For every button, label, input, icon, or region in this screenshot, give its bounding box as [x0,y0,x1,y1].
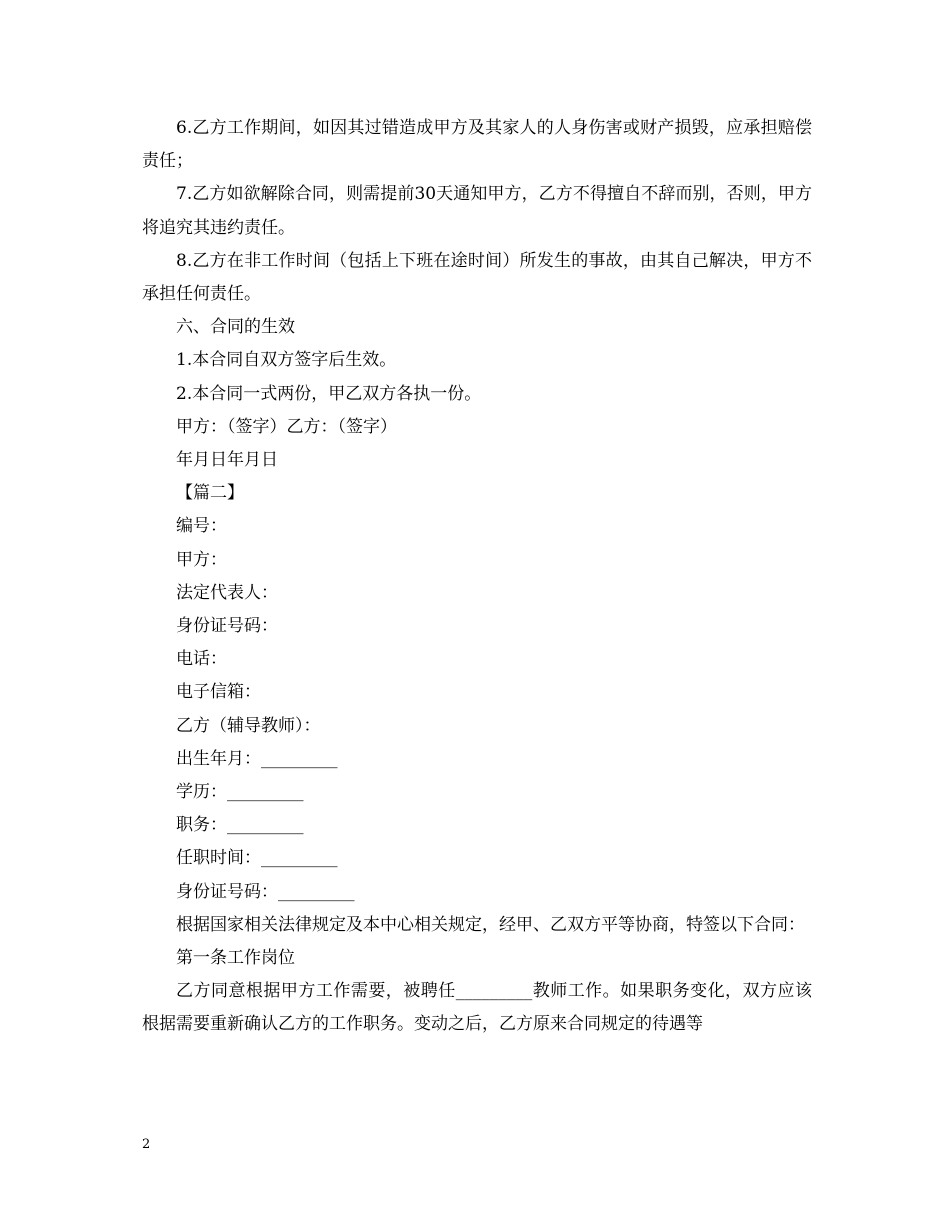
field-label: 甲方： [176,549,227,570]
section-heading: 第一条工作岗位 [176,948,295,969]
field-blank: 出生年月：_________ [176,748,338,769]
paragraph: 7.乙方如欲解除合同，则需提前30天通知甲方，乙方不得擅自不辞而别，否则，甲方将追究其违约责任。 [142,184,812,238]
page-number: 2 [142,1137,151,1152]
paragraph: 乙方同意根据甲方工作需要，被聘任_________教师工作。如果职务变化，双方应该根据需要重新确认乙方的工作职务。变动之后，乙方原来合同规定的待遇等 [142,981,812,1035]
field-label: 乙方（辅导教师）： [176,715,321,736]
field-blank: 任职时间：_________ [176,848,338,869]
field-blank: 身份证号码：_________ [176,881,355,902]
field-blank: 学历：_________ [176,782,304,803]
document-body [142,112,812,1042]
field-label: 编号： [176,516,227,537]
field-label: 电子信箱： [176,682,261,703]
paragraph: 8.乙方在非工作时间（包括上下班在途时间）所发生的事故，由其自己解决，甲方不承担任何责任。 [142,250,812,305]
field-label: 电话： [176,649,227,670]
field-label: 法定代表人： [176,582,278,603]
date-line: 年月日年月日 [176,450,278,471]
field-label: 身份证号码： [176,616,278,637]
paragraph: 6.乙方工作期间，如因其过错造成甲方及其家人的人身伤害或财产损毁，应承担赔偿责任； [142,118,812,172]
paragraph: 根据国家相关法律规定及本中心相关规定，经甲、乙双方平等协商，特签以下合同： [176,914,805,935]
signature-line: 甲方：（签字）乙方：（签字） [176,416,397,437]
field-blank: 职务：_________ [176,815,304,836]
paragraph: 1.本合同自双方签字后生效。 [176,350,397,371]
section-heading: 【篇二】 [176,483,244,504]
section-heading: 六、合同的生效 [176,317,295,338]
paragraph: 2.本合同一式两份，甲乙双方各执一份。 [176,383,482,404]
